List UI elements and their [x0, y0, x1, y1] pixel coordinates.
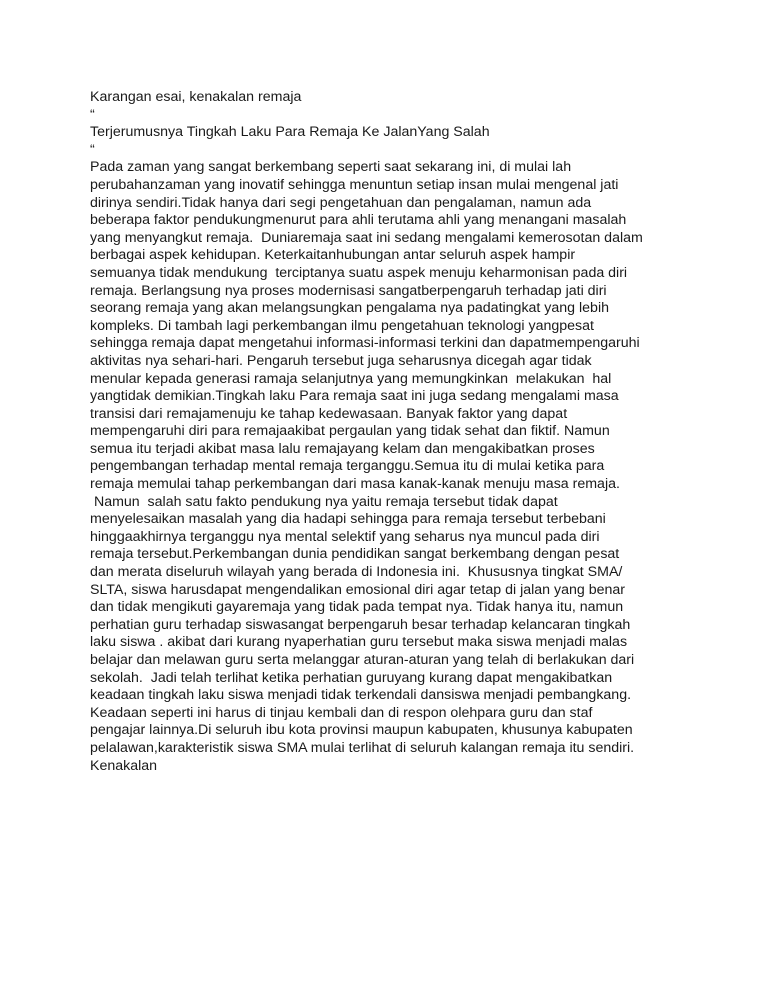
body-line: sehingga remaja dapat mengetahui informasi-informasi terkini dan dapatmempengaruhi — [90, 335, 640, 352]
body-line: yang menyangkut remaja. Duniaremaja saat ini sedang mengalami kemerosotan dalam — [90, 229, 643, 246]
body-line: dan merata diseluruh wilayah yang berada di Indonesia ini. Khususnya tingkat SMA/ — [90, 564, 623, 581]
document-subtitle: Terjerumusnya Tingkah Laku Para Remaja Ke JalanYang Salah — [90, 124, 490, 141]
body-line: keadaan tingkah laku siswa menjadi tidak terkendali dansiswa menjadi pembangkang. — [90, 687, 632, 704]
body-line: SLTA, siswa harusdapat mengendalikan emosional diri agar tetap di jalan yang benar — [90, 581, 625, 598]
body-line: remaja memulai tahap perkembangan dari masa kanak-kanak menuju masa remaja. — [90, 476, 620, 493]
body-line: semua itu terjadi akibat masa lalu remajayang kelam dan mengakibatkan proses — [90, 440, 595, 457]
quote-mark: “ — [90, 141, 95, 158]
body-line: pengembangan terhadap mental remaja terganggu.Semua itu di mulai ketika para — [90, 458, 605, 475]
body-line: pelalawan,karakteristik siswa SMA mulai terlihat di seluruh kalangan remaja itu sendiri. — [90, 739, 635, 756]
document-text — [90, 89, 690, 775]
body-line: pengajar lainnya.Di seluruh ibu kota provinsi maupun kabupaten, khusunya kabupaten — [90, 722, 633, 739]
body-line: dan tidak mengikuti gayaremaja yang tidak pada tempat nya. Tidak hanya itu, namun — [90, 599, 624, 616]
body-line: transisi dari remajamenuju ke tahap kedewasaan. Banyak faktor yang dapat — [90, 405, 568, 422]
body-line: kompleks. Di tambah lagi perkembangan ilmu pengetahuan teknologi yangpesat — [90, 317, 594, 334]
body-line: sekolah. Jadi telah terlihat ketika perhatian guruyang kurang dapat mengakibatkan — [90, 669, 613, 686]
body-line: perhatian guru terhadap siswasangat berpengaruh besar terhadap kelancaran tingkah — [90, 616, 631, 633]
body-line: beberapa faktor pendukungmenurut para ahli terutama ahli yang menangani masalah — [90, 212, 627, 229]
body-line: dirinya sendiri.Tidak hanya dari segi pengetahuan dan pengalaman, namun ada — [90, 194, 592, 211]
body-line: perubahanzaman yang inovatif sehingga menuntun setiap insan mulai mengenal jati — [90, 176, 619, 193]
body-line: semuanya tidak mendukung terciptanya suatu aspek menuju keharmonisan pada diri — [90, 264, 628, 281]
body-line: aktivitas nya sehari-hari. Pengaruh tersebut juga seharusnya dicegah agar tidak — [90, 352, 592, 369]
body-line: remaja tersebut.Perkembangan dunia pendidikan sangat berkembang dengan pesat — [90, 546, 620, 563]
body-line: Pada zaman yang sangat berkembang seperti saat sekarang ini, di mulai lah — [90, 159, 572, 176]
quote-mark: “ — [90, 106, 95, 123]
body-line: hinggaakhirnya terganggu nya mental selektif yang seharus nya muncul pada diri — [90, 528, 600, 545]
body-line: menyelesaikan masalah yang dia hadapi sehingga para remaja tersebut terbebani — [90, 511, 606, 528]
body-line: mempengaruhi diri para remajaakibat pergaulan yang tidak sehat dan fiktif. Namun — [90, 423, 610, 440]
body-line: laku siswa . akibat dari kurang nyaperhatian guru tersebut maka siswa menjadi malas — [90, 634, 628, 651]
body-line: Keadaan seperti ini harus di tinjau kembali dan di respon olehpara guru dan staf — [90, 704, 593, 721]
body-line: belajar dan melawan guru serta melanggar aturan-aturan yang telah di berlakukan dari — [90, 652, 635, 668]
body-line: menular kepada generasi ramaja selanjutnya yang memungkinkan melakukan hal — [90, 370, 612, 387]
body-line: remaja. Berlangsung nya proses modernisasi sangatberpengaruh terhadap jati diri — [90, 282, 607, 299]
body-line: yangtidak demikian.Tingkah laku Para remaja saat ini juga sedang mengalami masa — [90, 388, 619, 405]
document-title: Karangan esai, kenakalan remaja — [90, 89, 302, 105]
body-line: Kenakalan — [90, 757, 158, 774]
body-line: Namun salah satu fakto pendukung nya yaitu remaja tersebut tidak dapat — [90, 493, 558, 510]
body-line: berbagai aspek kehidupan. Keterkaitanhubungan antar seluruh aspek hampir — [90, 247, 576, 264]
body-line: seorang remaja yang akan melangsungkan pengalama nya padatingkat yang lebih — [90, 300, 609, 317]
